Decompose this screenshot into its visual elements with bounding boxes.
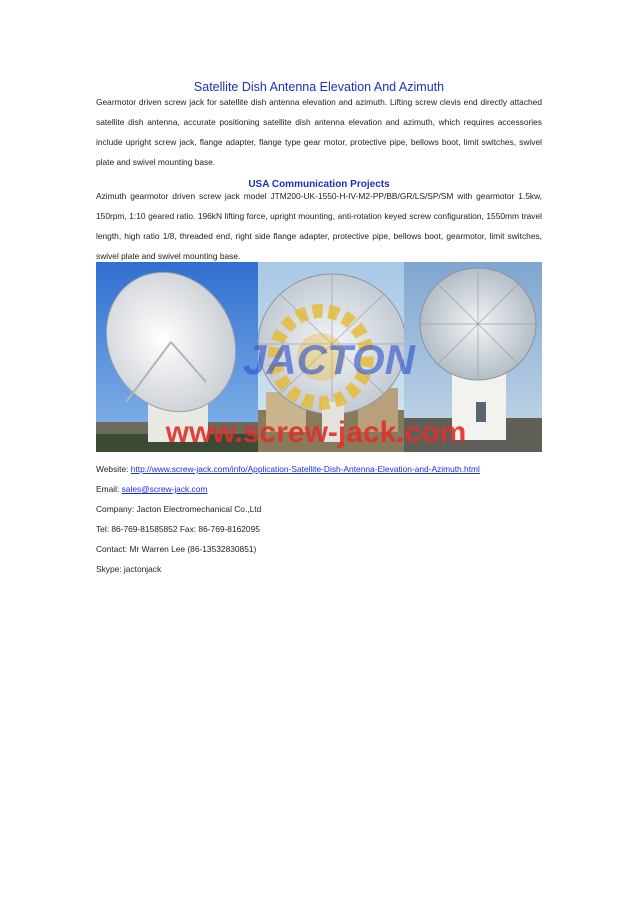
contact-block	[96, 459, 542, 579]
website-label: Website:	[96, 464, 131, 474]
document-title: Satellite Dish Antenna Elevation And Azimuth	[193, 80, 445, 94]
satellite-dish-photo	[96, 262, 542, 452]
website-link[interactable]: http://www.screw-jack.com/info/Application-Satellite-Dish-Antenna-Elevation-and-Azimuth.html	[130, 464, 480, 474]
email-line	[96, 479, 542, 499]
tel-fax-line: Tel: 86-769-81585852 Fax: 86-769-8162095	[96, 524, 260, 534]
skype-line: Skype: jactonjack	[96, 564, 162, 574]
watermark-logo-text: JACTON	[243, 336, 415, 383]
intro-paragraph: Gearmotor driven screw jack for satellite dish antenna elevation and azimuth. Lifting screw clevis end directly attached satellite dish antenna, accurate positioning satellite dish antenna elevation and azimuth, which requires accessories include upright screw jack, flange adapter, flange type gear motor, protective pipe, bellows boot, limit switches, swivel plate and swivel mounting base.	[96, 97, 542, 167]
section-title: USA Communication Projects	[248, 179, 390, 190]
website-line	[96, 459, 542, 479]
watermark-url-text: www.screw-jack.com	[165, 416, 467, 449]
company-line: Company: Jacton Electromechanical Co.,Ltd	[96, 504, 262, 514]
email-link[interactable]: sales@screw-jack.com	[121, 484, 208, 494]
email-label: Email:	[96, 484, 122, 494]
contact-person-line: Contact: Mr Warren Lee (86-13532830851)	[96, 544, 257, 554]
section-paragraph: Azimuth gearmotor driven screw jack model JTM200-UK-1550-H-IV-M2-PP/BB/GR/LS/SP/SM with gearmotor 1.5kw, 150rpm, 1:10 geared ratio. 196kN lifting force, upright mounting, anti-rotation keyed screw configuration, 1550mm travel length, high ratio 1/8, threaded end, right side flange adapter, protective pipe, bellows boot, gearmotor, limit switches, swivel plate and swivel mounting base.	[96, 191, 542, 261]
